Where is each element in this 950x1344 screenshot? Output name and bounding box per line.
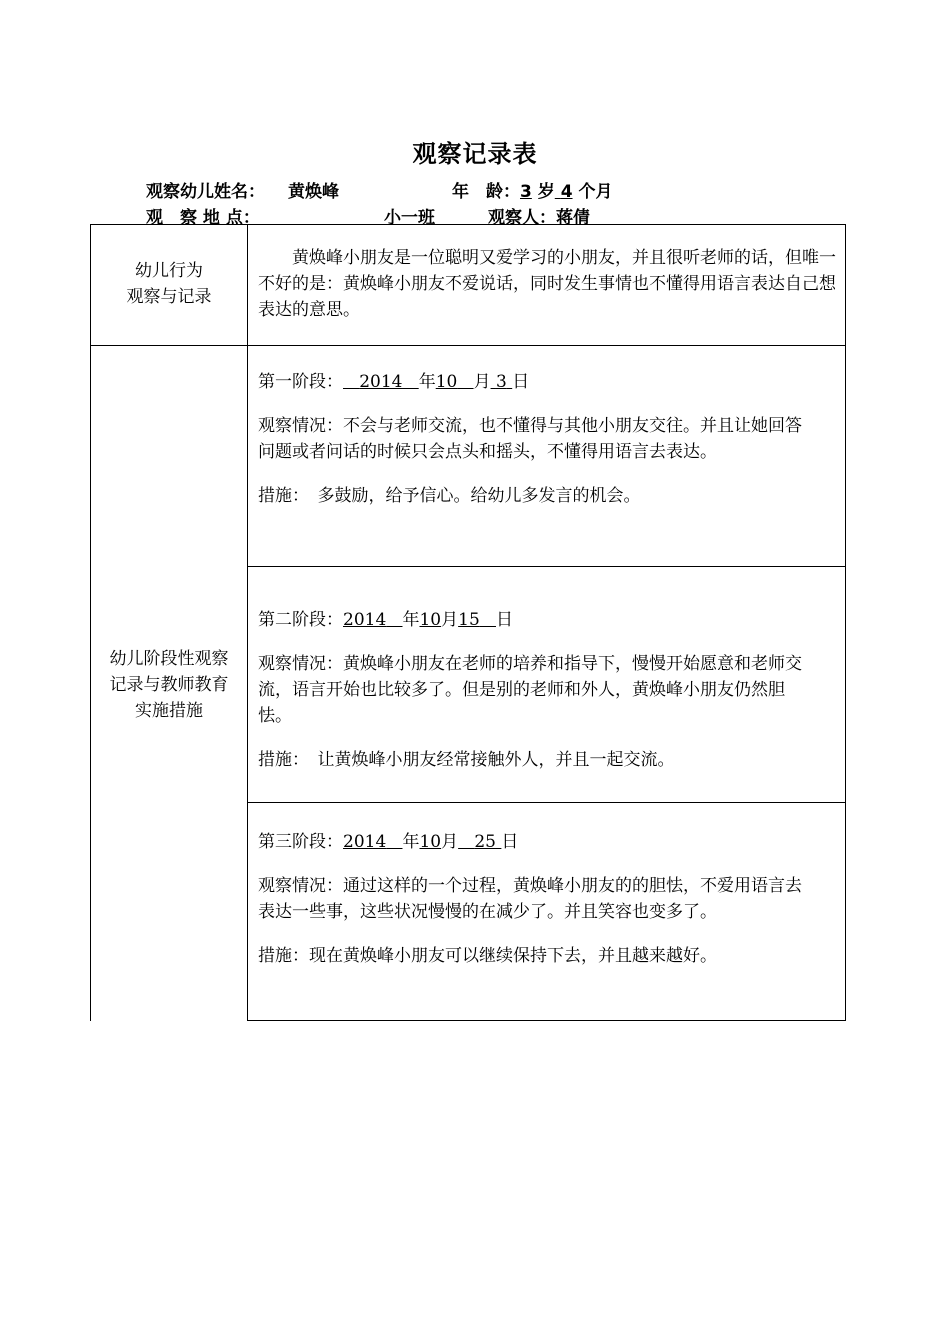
age-field [452, 177, 612, 202]
behavior-divider [247, 224, 248, 346]
age-label: 年 龄： [452, 182, 520, 202]
age-months-unit: 个月 [578, 182, 613, 202]
stage-1-observation: 观察情况：不会与老师交流，也不懂得与其他小朋友交往。并且让她回答问题或者问话的时候只会点头和摇头，不懂得用语言去表达。 [258, 416, 802, 462]
child-name-value: 黄焕峰 [288, 182, 339, 202]
stage-divider-2 [247, 802, 846, 803]
observer-value: 蒋倩 [556, 208, 590, 228]
stage-2-observation: 观察情况：黄焕峰小朋友在老师的培养和指导下，慢慢开始愿意和老师交流，语言开始也比较多了。但是别的老师和外人，黄焕峰小朋友仍然胆怯。 [258, 654, 802, 726]
stage-1-date: 第一阶段： 2014 年10 月 3 日 [258, 372, 530, 392]
stage-1-measure: 措施： 多鼓励，给予信心。给幼儿多发言的机会。 [258, 486, 641, 506]
behavior-text: 黄焕峰小朋友是一位聪明又爱学习的小朋友，并且很听老师的话，但唯一不好的是：黄焕峰小朋友不爱说话，同时发生事情也不懂得用语言表达自己想表达的意思。 [258, 248, 836, 320]
behavior-label-line1: 幼儿行为 [135, 261, 203, 281]
child-name-label: 观察幼儿姓名： [146, 182, 265, 202]
behavior-label [91, 258, 247, 310]
stage-3-measure: 措施：现在黄焕峰小朋友可以继续保持下去，并且越来越好。 [258, 946, 717, 966]
stages-label-line3: 实施措施 [135, 701, 203, 721]
stages-label-line1: 幼儿阶段性观察 [109, 649, 229, 669]
stage-divider-1 [247, 566, 846, 567]
behavior-label-line2: 观察与记录 [126, 287, 212, 307]
stages-label [91, 646, 247, 724]
page-title: 观察记录表 [412, 140, 538, 168]
stages-label-line2: 记录与教师教育 [109, 675, 229, 695]
age-years: 3 [520, 182, 532, 202]
location-label: 观 察 地 点： [146, 208, 260, 228]
location-value: 小一班 [384, 208, 435, 228]
stage-2-date: 第二阶段：2014 年10月15 日 [258, 610, 513, 630]
stage-3 [258, 829, 818, 969]
age-months: 4 [560, 182, 573, 202]
observer-label: 观察人： [488, 208, 556, 228]
stage-2-measure: 措施： 让黄焕峰小朋友经常接触外人，并且一起交流。 [258, 750, 675, 770]
stage-3-date: 第三阶段：2014 年10月 25 日 [258, 832, 519, 852]
stage-3-observation: 观察情况：通过这样的一个过程，黄焕峰小朋友的的胆怯，不爱用语言去表达一些事，这些状况慢慢的在减少了。并且笑容也变多了。 [258, 876, 802, 922]
age-years-unit: 岁 [537, 182, 555, 202]
stage-1 [258, 369, 818, 509]
stage-2 [258, 607, 818, 773]
